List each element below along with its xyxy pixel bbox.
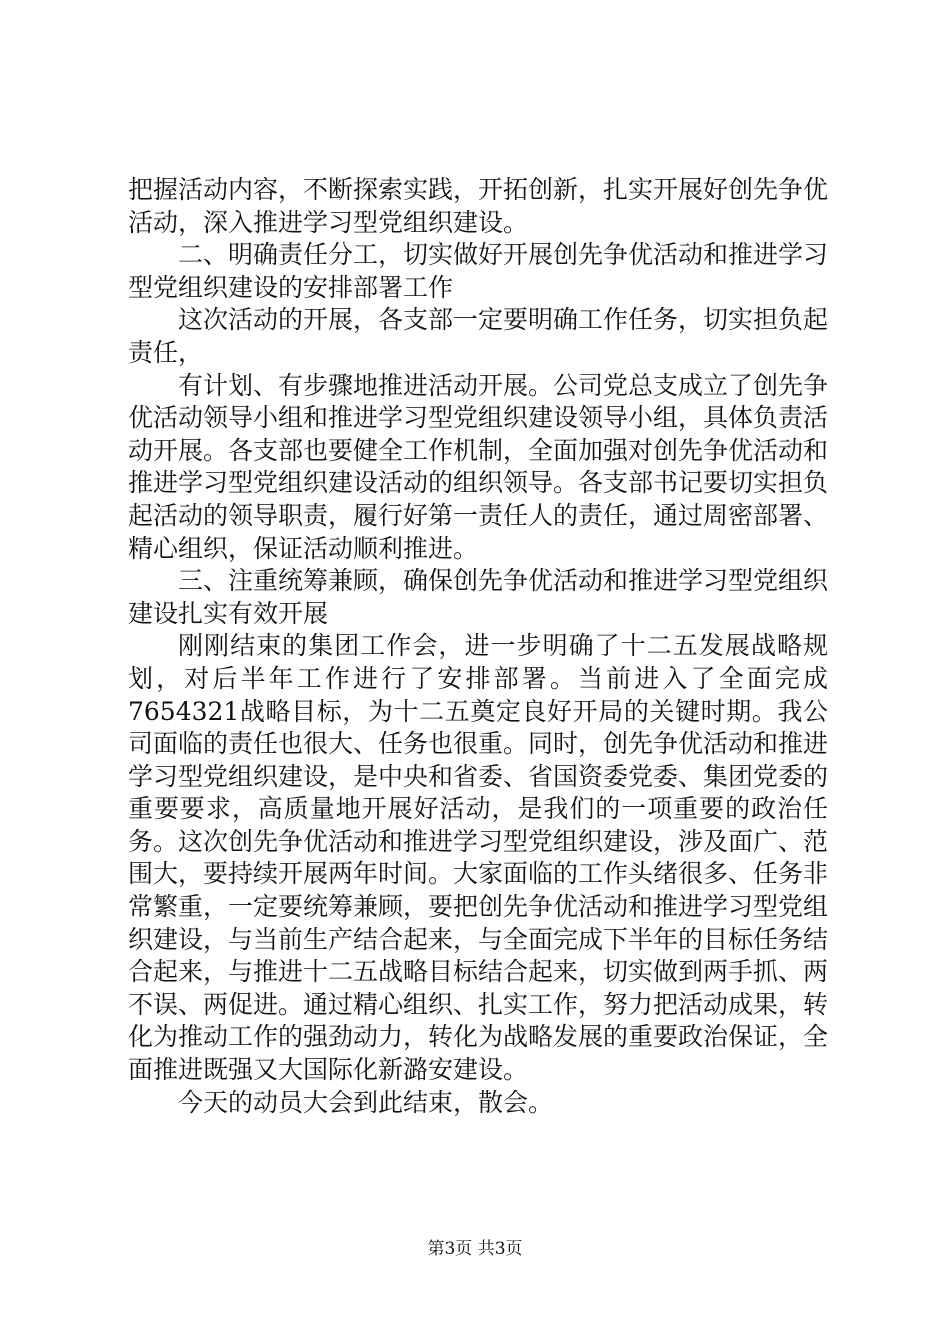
paragraph: 刚刚结束的集团工作会，进一步明确了十二五发展战略规划，对后半年工作进行了安排部署。当前进入了全面完成7654321战略目标，为十二五奠定良好开局的关键时期。我公司面临的责任也很大、任务也很重。同时，创先争优活动和推进学习型党组织建设，是中央和省委、省国资委党委、集团党委的重要要求，高质量地开展好活动，是我们的一项重要的政治任务。这次创先争优活动和推进学习型党组织建设，涉及面广、范围大，要持续开展两年时间。大家面临的工作头绪很多、任务非常繁重，一定要统筹兼顾，要把创先争优活动和推进学习型党组织建设，与当前生产结合起来，与全面完成下半年的目标任务结合起来，与推进十二五战略目标结合起来，切实做到两手抓、两不误、两促进。通过精心组织、扎实工作，努力把活动成果，转化为推动工作的强劲动力，转化为战略发展的重要政治保证，全面推进既强又大国际化新潞安建设。 (128, 631, 829, 1085)
paragraph: 把握活动内容，不断探索实践，开拓创新，扎实开展好创先争优活动，深入推进学习型党组织建设。 (128, 175, 829, 237)
section-heading-three: 三、注重统筹兼顾，确保创先争优活动和推进学习型党组织建设扎实有效开展 (128, 566, 829, 628)
paragraph: 有计划、有步骤地推进活动开展。公司党总支成立了创先争优活动领导小组和推进学习型党组织建设领导小组，具体负责活动开展。各支部也要健全工作机制，全面加强对创先争优活动和推进学习型党组织建设活动的组织领导。各支部书记要切实担负起活动的领导职责，履行好第一责任人的责任，通过周密部署、精心组织，保证活动顺利推进。 (128, 370, 829, 563)
section-heading-two: 二、明确责任分工，切实做好开展创先争优活动和推进学习型党组织建设的安排部署工作 (128, 240, 829, 302)
document-body (128, 174, 828, 1119)
paragraph: 这次活动的开展，各支部一定要明确工作任务，切实担负起责任， (128, 305, 829, 367)
page-footer: 第3页 共3页 (427, 1239, 523, 1259)
closing-paragraph: 今天的动员大会到此结束，散会。 (178, 1087, 554, 1117)
